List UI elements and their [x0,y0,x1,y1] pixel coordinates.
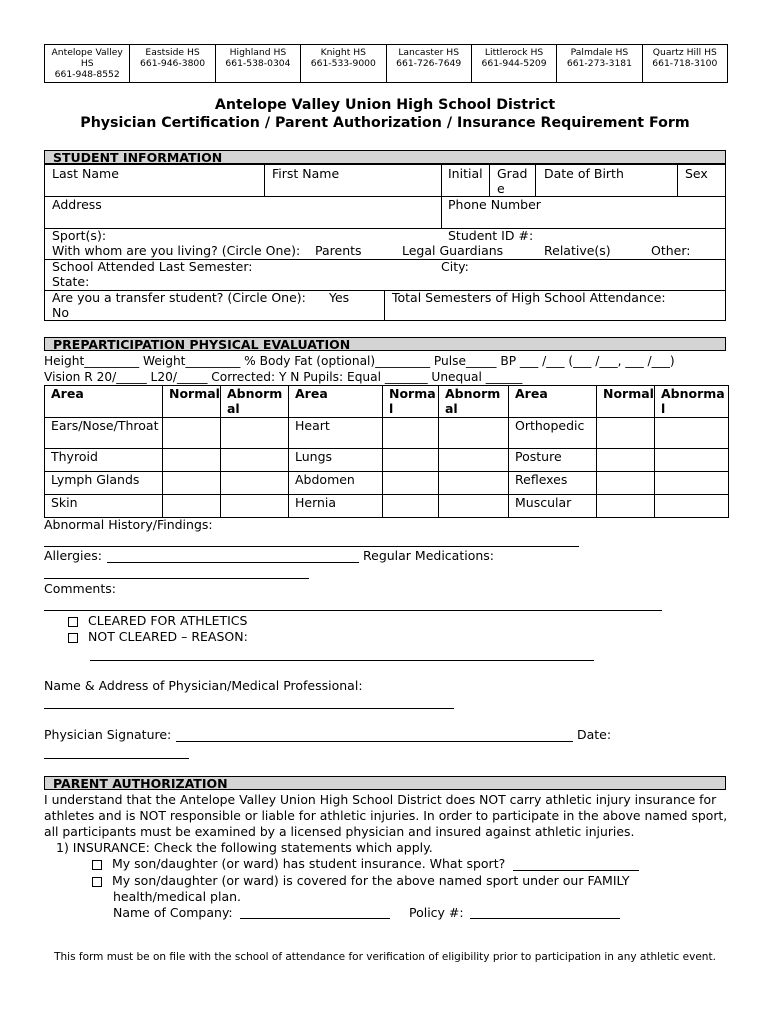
exam-check[interactable] [655,472,729,495]
school-cell: Knight HS 661-533-9000 [301,45,386,83]
reason-line[interactable] [90,660,594,661]
student-info-header: STUDENT INFORMATION [44,150,726,164]
exam-area: Orthopedic [509,418,597,449]
insurance-option-student[interactable]: My son/daughter (or ward) has student insurance. What sport? [92,856,505,872]
exam-check[interactable] [163,495,221,518]
allergies-line[interactable] [107,562,359,563]
parent-header: PARENT AUTHORIZATION [44,776,726,790]
col-normal: Normal [383,386,439,418]
exam-check[interactable] [163,418,221,449]
exam-check[interactable] [655,449,729,472]
exam-check[interactable] [221,495,289,518]
exam-check[interactable] [655,495,729,518]
district-title: Antelope Valley Union High School District [214,97,556,113]
transfer-yes[interactable]: Yes [329,290,350,305]
history-label: Abnormal History/Findings: [44,517,213,532]
date-line[interactable] [44,758,189,759]
medications-label: Regular Medications: [363,548,494,563]
footer-note: This form must be on file with the school of attendance for verification of eligibility prior to participation in any athletic event. [54,951,716,963]
physician-name-label: Name & Address of Physician/Medical Professional: [44,678,363,693]
sport-line[interactable] [513,870,639,871]
total-semesters-label[interactable]: Total Semesters of High School Attendance: [392,290,666,305]
exam-check[interactable] [383,418,439,449]
exam-area: Posture [509,449,597,472]
col-area: Area [45,386,163,418]
school-cell: Highland HS 661-538-0304 [215,45,300,83]
insurance-option-family[interactable]: My son/daughter (or ward) is covered for the above named sport under our FAMILY [92,873,629,889]
parent-paragraph: I understand that the Antelope Valley Union High School District does NOT carry athletic injury insurance for athletes and is NOT responsible or liable for athletic injuries. In order to participate in the above named sport, all participants must be examined by a licensed physician and insured against athletic injuries. [44,792,728,839]
exam-check[interactable] [163,472,221,495]
exam-area: Muscular [509,495,597,518]
physical-header: PREPARTICIPATION PHYSICAL EVALUATION [44,337,726,351]
checkbox-icon[interactable] [92,860,102,870]
exam-area: Hernia [289,495,383,518]
col-abnormal: Abnormal [221,386,289,418]
initial-label[interactable]: Initial [448,166,483,181]
exam-check[interactable] [655,418,729,449]
exam-check[interactable] [439,418,509,449]
exam-area: Reflexes [509,472,597,495]
school-cell: Eastside HS 661-946-3800 [130,45,215,83]
exam-check[interactable] [439,495,509,518]
sex-label[interactable]: Sex [685,166,708,181]
checkbox-icon[interactable] [92,877,102,887]
vitals-line[interactable]: Height_________ Weight_________ % Body Fat (optional)_________ Pulse_____ BP ___ /___ (___ /___, ___ /___) [44,354,675,368]
company-line[interactable] [240,918,390,919]
comments-line[interactable] [44,610,662,611]
exam-check[interactable] [383,449,439,472]
company-label: Name of Company: [113,905,233,920]
cleared-option[interactable]: CLEARED FOR ATHLETICS [68,613,247,629]
exam-area: Ears/Nose/Throat [45,418,163,449]
exam-area: Lymph Glands [45,472,163,495]
form-title: Physician Certification / Parent Authorization / Insurance Requirement Form [80,115,690,131]
col-area: Area [289,386,383,418]
school-cell: Palmdale HS 661-273-3181 [557,45,642,83]
school-cell: Quartz Hill HS 661-718-3100 [642,45,727,83]
comments-label: Comments: [44,581,116,596]
phone-label[interactable]: Phone Number [448,197,541,212]
exam-area: Heart [289,418,383,449]
exam-check[interactable] [221,418,289,449]
exam-check[interactable] [597,495,655,518]
exam-area: Lungs [289,449,383,472]
living-option-parents[interactable]: Parents [315,243,362,258]
checkbox-icon[interactable] [68,617,78,627]
vision-line[interactable]: Vision R 20/_____ L20/_____ Corrected: Y N Pupils: Equal _______ Unequal ______ [44,370,523,384]
living-option-other[interactable]: Other: [651,243,691,258]
exam-check[interactable] [383,495,439,518]
exam-area: Thyroid [45,449,163,472]
city-label[interactable]: City: [441,259,469,274]
exam-check[interactable] [439,472,509,495]
col-normal: Normal [163,386,221,418]
insurance-option-family-cont: health/medical plan. [113,889,241,904]
policy-line[interactable] [470,918,620,919]
policy-label: Policy #: [409,905,464,920]
transfer-label: Are you a transfer student? (Circle One): [52,290,306,305]
col-abnormal: Abnormal [655,386,729,418]
exam-check[interactable] [439,449,509,472]
col-abnormal: Abnormal [439,386,509,418]
allergies-label: Allergies: [44,548,102,563]
exam-area: Skin [45,495,163,518]
medications-line[interactable] [44,578,309,579]
physician-sig-label: Physician Signature: [44,727,172,742]
sports-label[interactable]: Sport(s): [52,228,107,243]
school-cell: Littlerock HS 661-944-5209 [471,45,556,83]
exam-check[interactable] [221,472,289,495]
history-line[interactable] [44,546,579,547]
address-label[interactable]: Address [52,197,102,212]
not-cleared-option[interactable]: NOT CLEARED – REASON: [68,629,248,645]
school-last-label[interactable]: School Attended Last Semester: [52,259,253,274]
exam-check[interactable] [383,472,439,495]
checkbox-icon[interactable] [68,633,78,643]
exam-area: Abdomen [289,472,383,495]
exam-check[interactable] [597,472,655,495]
state-label[interactable]: State: [52,274,90,289]
exam-check[interactable] [163,449,221,472]
first-name-label[interactable]: First Name [272,166,340,181]
living-label: With whom are you living? (Circle One): [52,243,301,258]
physician-name-line[interactable] [44,708,454,709]
exam-check[interactable] [597,418,655,449]
transfer-no[interactable]: No [52,305,69,320]
school-cell: Antelope Valley HS 661-948-8552 [45,45,130,83]
living-option-relatives[interactable]: Relative(s) [544,243,611,258]
grade-label[interactable]: Grade [497,166,528,196]
dob-label[interactable]: Date of Birth [544,166,624,181]
insurance-label: 1) INSURANCE: Check the following statements which apply. [56,840,433,855]
student-id-label[interactable]: Student ID #: [448,228,534,243]
physician-sig-line[interactable] [176,741,573,742]
living-option-guardians[interactable]: Legal Guardians [402,243,504,258]
school-cell: Lancaster HS 661-726-7649 [386,45,471,83]
col-normal: Normal [597,386,655,418]
date-label: Date: [577,727,612,742]
schools-table [44,44,728,83]
last-name-label[interactable]: Last Name [52,166,119,181]
col-area: Area [509,386,597,418]
exam-check[interactable] [597,449,655,472]
exam-table [44,385,729,518]
exam-check[interactable] [221,449,289,472]
